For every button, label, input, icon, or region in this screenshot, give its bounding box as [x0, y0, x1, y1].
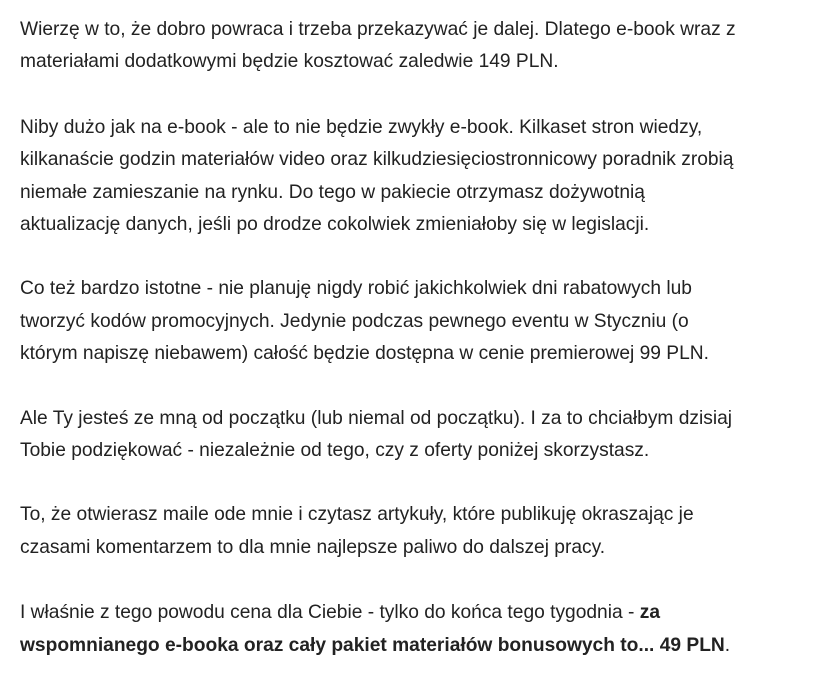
text-line: [20, 597, 832, 629]
text-line: Co też bardzo istotne - nie planuję nigdy robić jakichkolwiek dni rabatowych lub: [20, 278, 692, 300]
text-line: materiałami dodatkowymi będzie kosztować zaledwie 149 PLN.: [20, 51, 559, 73]
text-line: kilkanaście godzin materiałów video oraz kilkudziesięciostronnicowy poradnik zrobią: [20, 149, 734, 171]
text-line: którym napiszę niebawem) całość będzie dostępna w cenie premierowej 99 PLN.: [20, 343, 709, 365]
paragraph-price-intro: [20, 14, 832, 79]
text-line: niemałe zamieszanie na rynku. Do tego w pakiecie otrzymasz dożywotnią: [20, 181, 645, 203]
paragraph-ebook-value: [20, 112, 832, 242]
paragraph-no-discounts: [20, 273, 832, 370]
text-line: tworzyć kodów promocyjnych. Jedynie podczas pewnego eventu w Styczniu (o: [20, 310, 689, 332]
offer-text: I właśnie z tego powodu cena dla Ciebie - tylko do końca tego tygodnia -: [20, 602, 640, 624]
offer-highlight: wspomnianego e-booka oraz cały pakiet materiałów bonusowych to... 49 PLN: [20, 634, 725, 656]
text-line: aktualizację danych, jeśli po drodze cokolwiek zmieniałoby się w legislacji.: [20, 214, 650, 236]
text-line: Wierzę w to, że dobro powraca i trzeba przekazywać je dalej. Dlatego e-book wraz z: [20, 19, 736, 40]
email-body: [20, 14, 832, 696]
paragraph-special-offer: [20, 597, 832, 662]
text-line: [20, 630, 832, 662]
offer-text-end: .: [724, 634, 731, 656]
text-line: czasami komentarzem to dla mnie najlepsze paliwo do dalszej pracy.: [20, 536, 606, 558]
text-line: Tobie podziękować - niezależnie od tego, czy z oferty poniżej skorzystasz.: [20, 440, 650, 462]
offer-highlight: za: [639, 602, 660, 624]
text-line: Niby dużo jak na e-book - ale to nie będzie zwykły e-book. Kilkaset stron wiedzy,: [20, 116, 703, 138]
text-line: Ale Ty jesteś ze mną od początku (lub niemal od początku). I za to chciałbym dzisiaj: [20, 407, 733, 429]
paragraph-thanks: [20, 403, 832, 468]
text-line: To, że otwierasz maile ode mnie i czytasz artykuły, które publikuję okraszając je: [20, 504, 694, 526]
paragraph-motivation: [20, 499, 832, 564]
